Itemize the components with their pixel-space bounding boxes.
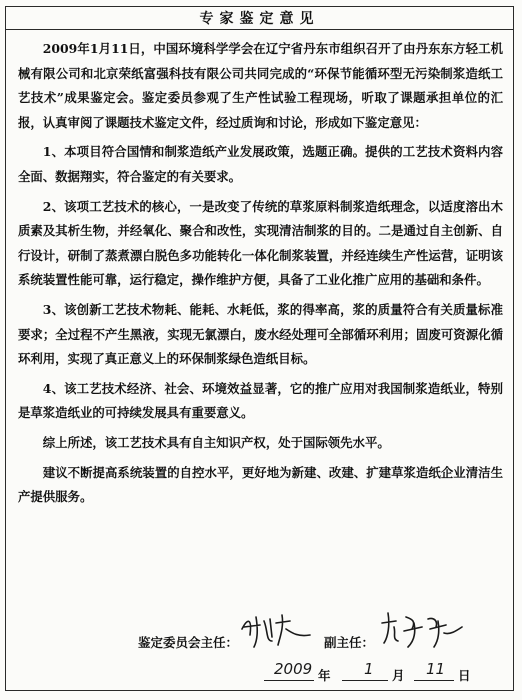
vice-chair-label: 副主任：: [324, 635, 375, 650]
summary-paragraph: 综上所述，该工艺技术具有自主知识产权，处于国际领先水平。: [42, 434, 390, 450]
chair-label: 鉴定委员会主任：: [138, 635, 239, 650]
month-label: 月: [392, 668, 405, 683]
opinion-frame: [5, 6, 514, 691]
document-title: 专家鉴定意见: [6, 7, 513, 30]
day-label: 日: [458, 668, 471, 683]
month-underline: [342, 680, 388, 681]
opinion-body: [6, 30, 513, 510]
intro-paragraph: 2009年1月11日，中国环境科学学会在辽宁省丹东市组织召开了由丹东东方轻工机械有限公司和北京荣纸富强科技有限公司共同完成的“环保节能循环型无污染制浆造纸工艺技术”成果鉴定会。鉴定委员参观了生产性试验工程现场，听取了课题承担单位的汇报，认真审阅了课题技术鉴定文件，经过质询和讨论，形成如下鉴定意见：: [18, 41, 503, 130]
opinion-item-3: 3、该创新工艺技术物耗、能耗、水耗低，浆的得率高，浆的质量符合有关质量标准要求；全过程不产生黑液，实现无氯漂白，废水经处理可全部循环利用；固废可资源化循环利用，实现了真正意义上的环保制浆绿色造纸目标。: [18, 301, 503, 367]
opinion-item-4: 4、该工艺技术经济、社会、环境效益显著，它的推广应用对我国制浆造纸业，特别是草浆造纸业的可持续发展具有重要意义。: [18, 380, 503, 421]
chair-signature: [238, 611, 318, 651]
recommendation-paragraph: 建议不断提高系统装置的自控水平，更好地为新建、改建、扩建草浆造纸企业清洁生产提供服务。: [18, 464, 503, 505]
vice-chair-signature: [378, 609, 466, 651]
day-underline: [414, 680, 454, 681]
opinion-item-2: 2、该项工艺技术的核心，一是改变了传统的草浆原料制浆造纸理念，以适度溶出木质素及其析生物，并经氧化、聚合和改性，实现清洁制浆的目的。二是通过自主创新、自行设计，研制了蒸煮漂白脱色多功能转化一体化制浆装置，并经连续生产性运营，证明该系统装置性能可靠，运行稳定，操作维护方便，具备了工业化推广应用的基础和条件。: [18, 198, 503, 288]
year-underline: [264, 680, 314, 681]
date-month-handwritten: 1: [364, 660, 374, 678]
year-label: 年: [318, 668, 331, 683]
opinion-item-1: 1、本项目符合国情和制浆造纸产业发展政策，选题正确。提供的工艺技术资料内容全面、数据翔实，符合鉴定的有关要求。: [18, 144, 503, 184]
date-day-handwritten: 11: [426, 660, 446, 678]
date-year-handwritten: 2009: [274, 660, 313, 678]
